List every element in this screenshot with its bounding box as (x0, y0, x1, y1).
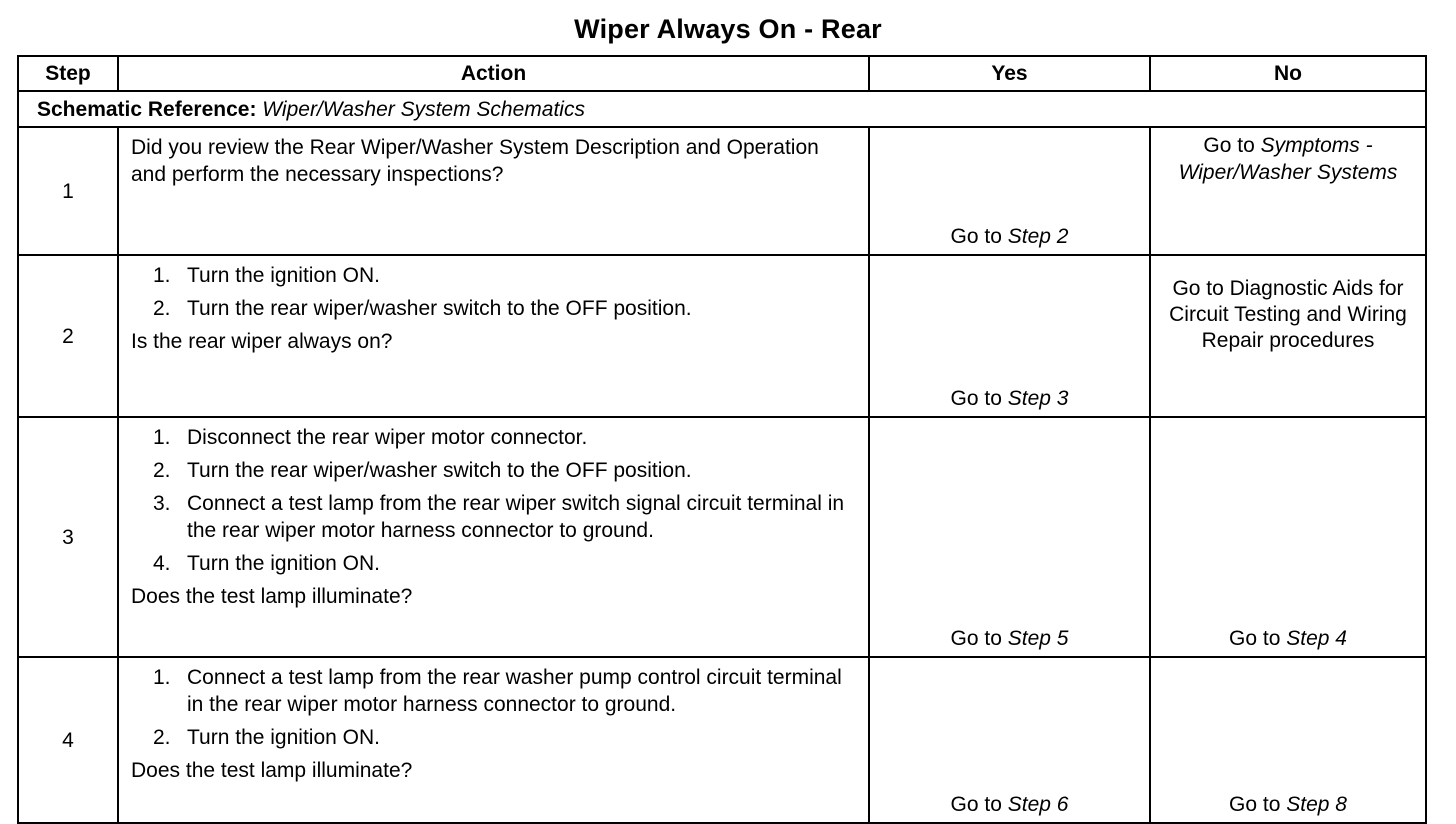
header-action: Action (118, 56, 869, 91)
action-question: Did you review the Rear Wiper/Washer System Description and Operation and perform the necessary inspections? (131, 136, 819, 186)
no-cell (1150, 657, 1426, 823)
no-diagnostic-aids-link[interactable]: Go to Diagnostic Aids for Circuit Testing and Wiring Repair procedures (1169, 277, 1407, 352)
list-item-number: 2. (153, 297, 171, 320)
action-cell (118, 657, 869, 823)
no-step-link[interactable]: Step 8 (1286, 793, 1347, 816)
step-number: 3 (18, 417, 118, 657)
yes-step-link[interactable]: Step 3 (1007, 387, 1069, 410)
no-cell (1150, 127, 1426, 255)
list-item-text: Turn the ignition ON. (187, 552, 380, 575)
no-prefix: Go to (1229, 627, 1287, 650)
no-cell (1150, 255, 1426, 417)
action-question: Does the test lamp illuminate? (131, 759, 413, 782)
no-prefix: Go to (1203, 134, 1261, 157)
list-item (131, 724, 856, 751)
yes-cell (869, 127, 1150, 255)
step-number: 2 (18, 255, 118, 417)
action-cell (118, 417, 869, 657)
action-cell (118, 255, 869, 417)
list-item-number: 3. (153, 492, 171, 515)
list-item-number: 1. (153, 426, 171, 449)
list-item-number: 1. (153, 666, 171, 689)
list-item-text: Connect a test lamp from the rear wiper switch signal circuit terminal in the rear wiper motor harness connector to ground. (187, 492, 845, 542)
list-item-text: Turn the ignition ON. (187, 726, 380, 749)
yes-cell (869, 417, 1150, 657)
list-item (131, 262, 856, 289)
list-item (131, 424, 856, 451)
step-number: 1 (18, 127, 118, 255)
list-item-text: Connect a test lamp from the rear washer pump control circuit terminal in the rear wiper motor harness connector to ground. (187, 666, 842, 716)
yes-prefix: Go to (950, 627, 1008, 650)
list-item-number: 2. (153, 726, 171, 749)
header-yes: Yes (869, 56, 1150, 91)
no-step-link[interactable]: Symptoms - Wiper/Washer Systems (1178, 134, 1398, 184)
yes-step-link[interactable]: Step 6 (1007, 793, 1069, 816)
list-item-text: Turn the rear wiper/washer switch to the OFF position. (187, 297, 692, 320)
table-row (18, 417, 1426, 657)
table-row (18, 255, 1426, 417)
list-item-number: 2. (153, 459, 171, 482)
page-title: Wiper Always On - Rear (574, 14, 882, 44)
list-item-text: Turn the ignition ON. (187, 264, 380, 287)
action-list (131, 664, 856, 751)
action-list (131, 424, 856, 577)
header-no: No (1150, 56, 1426, 91)
no-prefix: Go to (1229, 793, 1287, 816)
yes-prefix: Go to (950, 793, 1008, 816)
list-item-number: 4. (153, 552, 171, 575)
action-question: Does the test lamp illuminate? (131, 585, 413, 608)
header-step: Step (18, 56, 118, 91)
diagnostic-table (17, 55, 1427, 824)
schematic-reference-label: Schematic Reference: (37, 97, 257, 121)
step-number: 4 (18, 657, 118, 823)
action-question: Is the rear wiper always on? (131, 330, 393, 353)
schematic-reference-link[interactable]: Wiper/Washer System Schematics (262, 97, 585, 121)
list-item (131, 295, 856, 322)
table-row (18, 127, 1426, 255)
list-item-text: Turn the rear wiper/washer switch to the OFF position. (187, 459, 692, 482)
schematic-reference-row (18, 91, 1426, 127)
yes-prefix: Go to (950, 387, 1008, 410)
no-cell (1150, 417, 1426, 657)
yes-step-link[interactable]: Step 5 (1007, 627, 1069, 650)
list-item (131, 550, 856, 577)
list-item (131, 457, 856, 484)
list-item (131, 664, 856, 718)
list-item-number: 1. (153, 264, 171, 287)
yes-cell (869, 657, 1150, 823)
yes-cell (869, 255, 1150, 417)
action-list (131, 262, 856, 322)
list-item-text: Disconnect the rear wiper motor connector. (187, 426, 588, 449)
action-cell (118, 127, 869, 255)
no-step-link[interactable]: Step 4 (1286, 627, 1347, 650)
schematic-reference (18, 91, 1426, 127)
header-row (18, 56, 1426, 91)
yes-step-link[interactable]: Step 2 (1007, 225, 1069, 248)
yes-prefix: Go to (950, 225, 1008, 248)
table-row (18, 657, 1426, 823)
list-item (131, 490, 856, 544)
